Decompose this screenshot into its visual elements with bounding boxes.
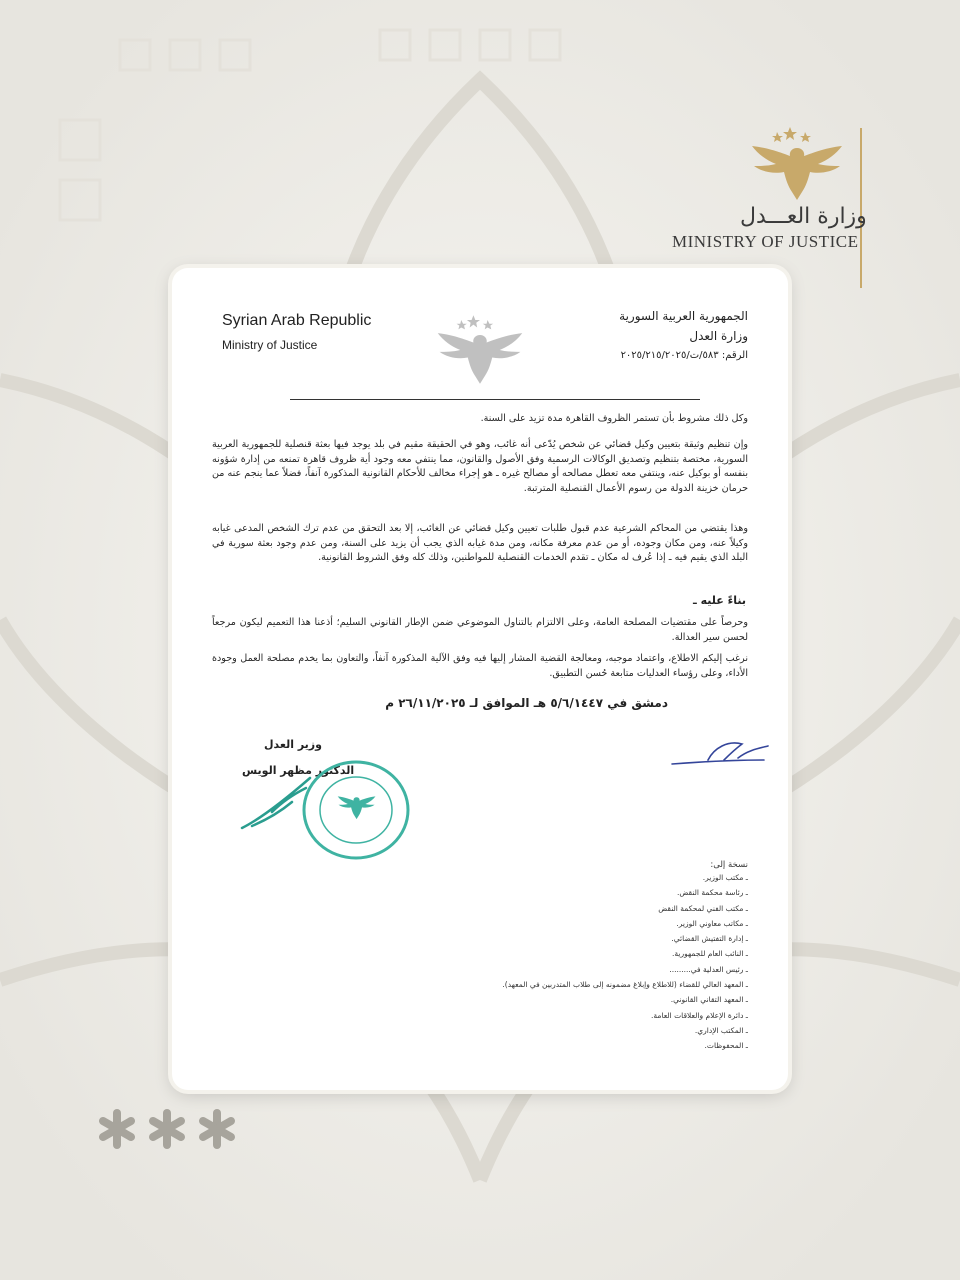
cc-item: ـ مكتب الفني لمحكمة النقض: [658, 903, 748, 913]
cc-item: ـ المكتب الإداري.: [694, 1025, 748, 1035]
cc-item: ـ رئاسة محكمة النقض.: [676, 888, 748, 898]
cc-item: ـ دائرة الإعلام والعلاقات العامة.: [651, 1010, 748, 1020]
section-heading: بناءً عليه ـ: [693, 594, 746, 607]
cc-item: ـ مكاتب معاوني الوزير.: [676, 918, 748, 928]
cc-item: ـ النائب العام للجمهورية.: [671, 949, 748, 959]
letter-header-english: [222, 312, 371, 352]
asterisk-icon: [96, 1108, 138, 1150]
signer-role: وزير العدل: [264, 738, 322, 751]
decorative-asterisks: [96, 1108, 238, 1150]
signer-name: الدكتور مظهر الويس: [242, 764, 355, 777]
cc-title: نسخة إلى:: [710, 860, 748, 870]
asterisk-icon: [196, 1108, 238, 1150]
cc-item: ـ المحفوظات.: [704, 1041, 748, 1051]
asterisk-icon: [146, 1108, 188, 1150]
cc-item: ـ إدارة التفتيش القضائي.: [671, 934, 748, 944]
letter-reference-number: الرقم: ٥٨٣/ت/٢٠٢٥/٢١٥/٢٠٢٥: [620, 350, 748, 361]
letter-header-ar-title: الجمهورية العربية السورية: [619, 309, 748, 323]
paragraph-2: وإن تنظيم وثيقة بتعيين وكيل قضائي عن شخص يُدّعى أنه غائب، وهو في الحقيقة مقيم في بلد يوجد فيها بعثة قنصلية للجمهورية العربية السورية، مختصة بتنظيم وتصديق الوكالات الرسمية وفق الأصول والقانون، مما ينتفي معه وجود أية ظروف قاهرة تمنعه من إدارة شؤونه بنفسه أو بوكيل عنه، وينتفي معه تعطل مصالحه أو مصالح غيره ـ هو إجراء مخالف للأحكام القانونية المذكورة آنفاً، فضلاً عما ينجم عنه من حرمان خزينة الدولة من رسوم الأعمال القنصلية المترتبة.: [212, 439, 748, 494]
header-rule: [290, 399, 700, 400]
letter-header-ar-sub: وزارة العدل: [689, 329, 748, 343]
cc-distribution-list: [172, 860, 748, 1054]
brand-arabic-name: وزارة العـــدل: [740, 204, 867, 229]
letter-scan: [172, 268, 788, 1090]
letter-header-arabic: [619, 306, 748, 366]
document-card: [172, 268, 788, 1090]
cc-item: ـ المعهد التقاني القانوني.: [670, 995, 748, 1005]
paragraph-1: وكل ذلك مشروط بأن تستمر الظروف القاهرة مدة تزيد على السنة.: [480, 413, 748, 424]
cc-item: ـ المعهد العالي للقضاء (للاطلاع وإبلاغ مضمونه إلى طلاب المتدربين في المعهد).: [502, 980, 748, 990]
letterhead-eagle-icon: [434, 314, 526, 386]
eagle-emblem-icon: [748, 126, 846, 202]
letter-header-title: Syrian Arab Republic: [222, 312, 372, 329]
margin-signature: [668, 730, 774, 770]
cc-item: ـ رئيس العدلية في.........: [669, 964, 748, 974]
minister-signature: [232, 768, 342, 838]
paragraph-4: وحرصاً على مقتضيات المصلحة العامة، وعلى الالتزام بالتناول الموضوعي ضمن الإطار القانوني السليم؛ أذعنا هذا التعميم ليكون مرجعاً لحسن سير العدالة.: [212, 617, 748, 643]
letter-header-subtitle: Ministry of Justice: [222, 338, 318, 352]
date-line: دمشق في ٥/٦/١٤٤٧ هـ الموافق لـ ٢٦/١١/٢٠٢٥ م: [385, 696, 668, 710]
paragraph-5: نرغب إليكم الاطلاع، واعتماد موجبه، ومعالجة القضية المشار إليها فيه وفق الآلية المذكورة آنفاً، والتعاون بما يخدم مصلحة العمل وجودة الأداء، وعلى رؤساء العدليات متابعة حُسن التطبيق.: [212, 653, 748, 679]
brand-english-name: MINISTRY OF JUSTICE: [672, 232, 859, 251]
paragraph-3: وهذا يقتضي من المحاكم الشرعية عدم قبول طلبات تعيين وكيل قضائي عن الغائب، إلا بعد التحقق من عدم ترك الشخص المدعى غيابه وكيلاً عنه، ومن مكان وجوده، أو من عدم معرفة مكانه، ومن مدة غيابه الذي يجب أن يزيد على السنة، ومن عدم وجود بعثة سورية في البلد الذي يقيم فيه ـ إذا عُرف له مكان ـ تقدم الخدمات القنصلية للمواطنين، وذلك كله وفق الشروط القانونية.: [212, 523, 748, 563]
cc-item: ـ مكتب الوزير.: [702, 873, 748, 882]
